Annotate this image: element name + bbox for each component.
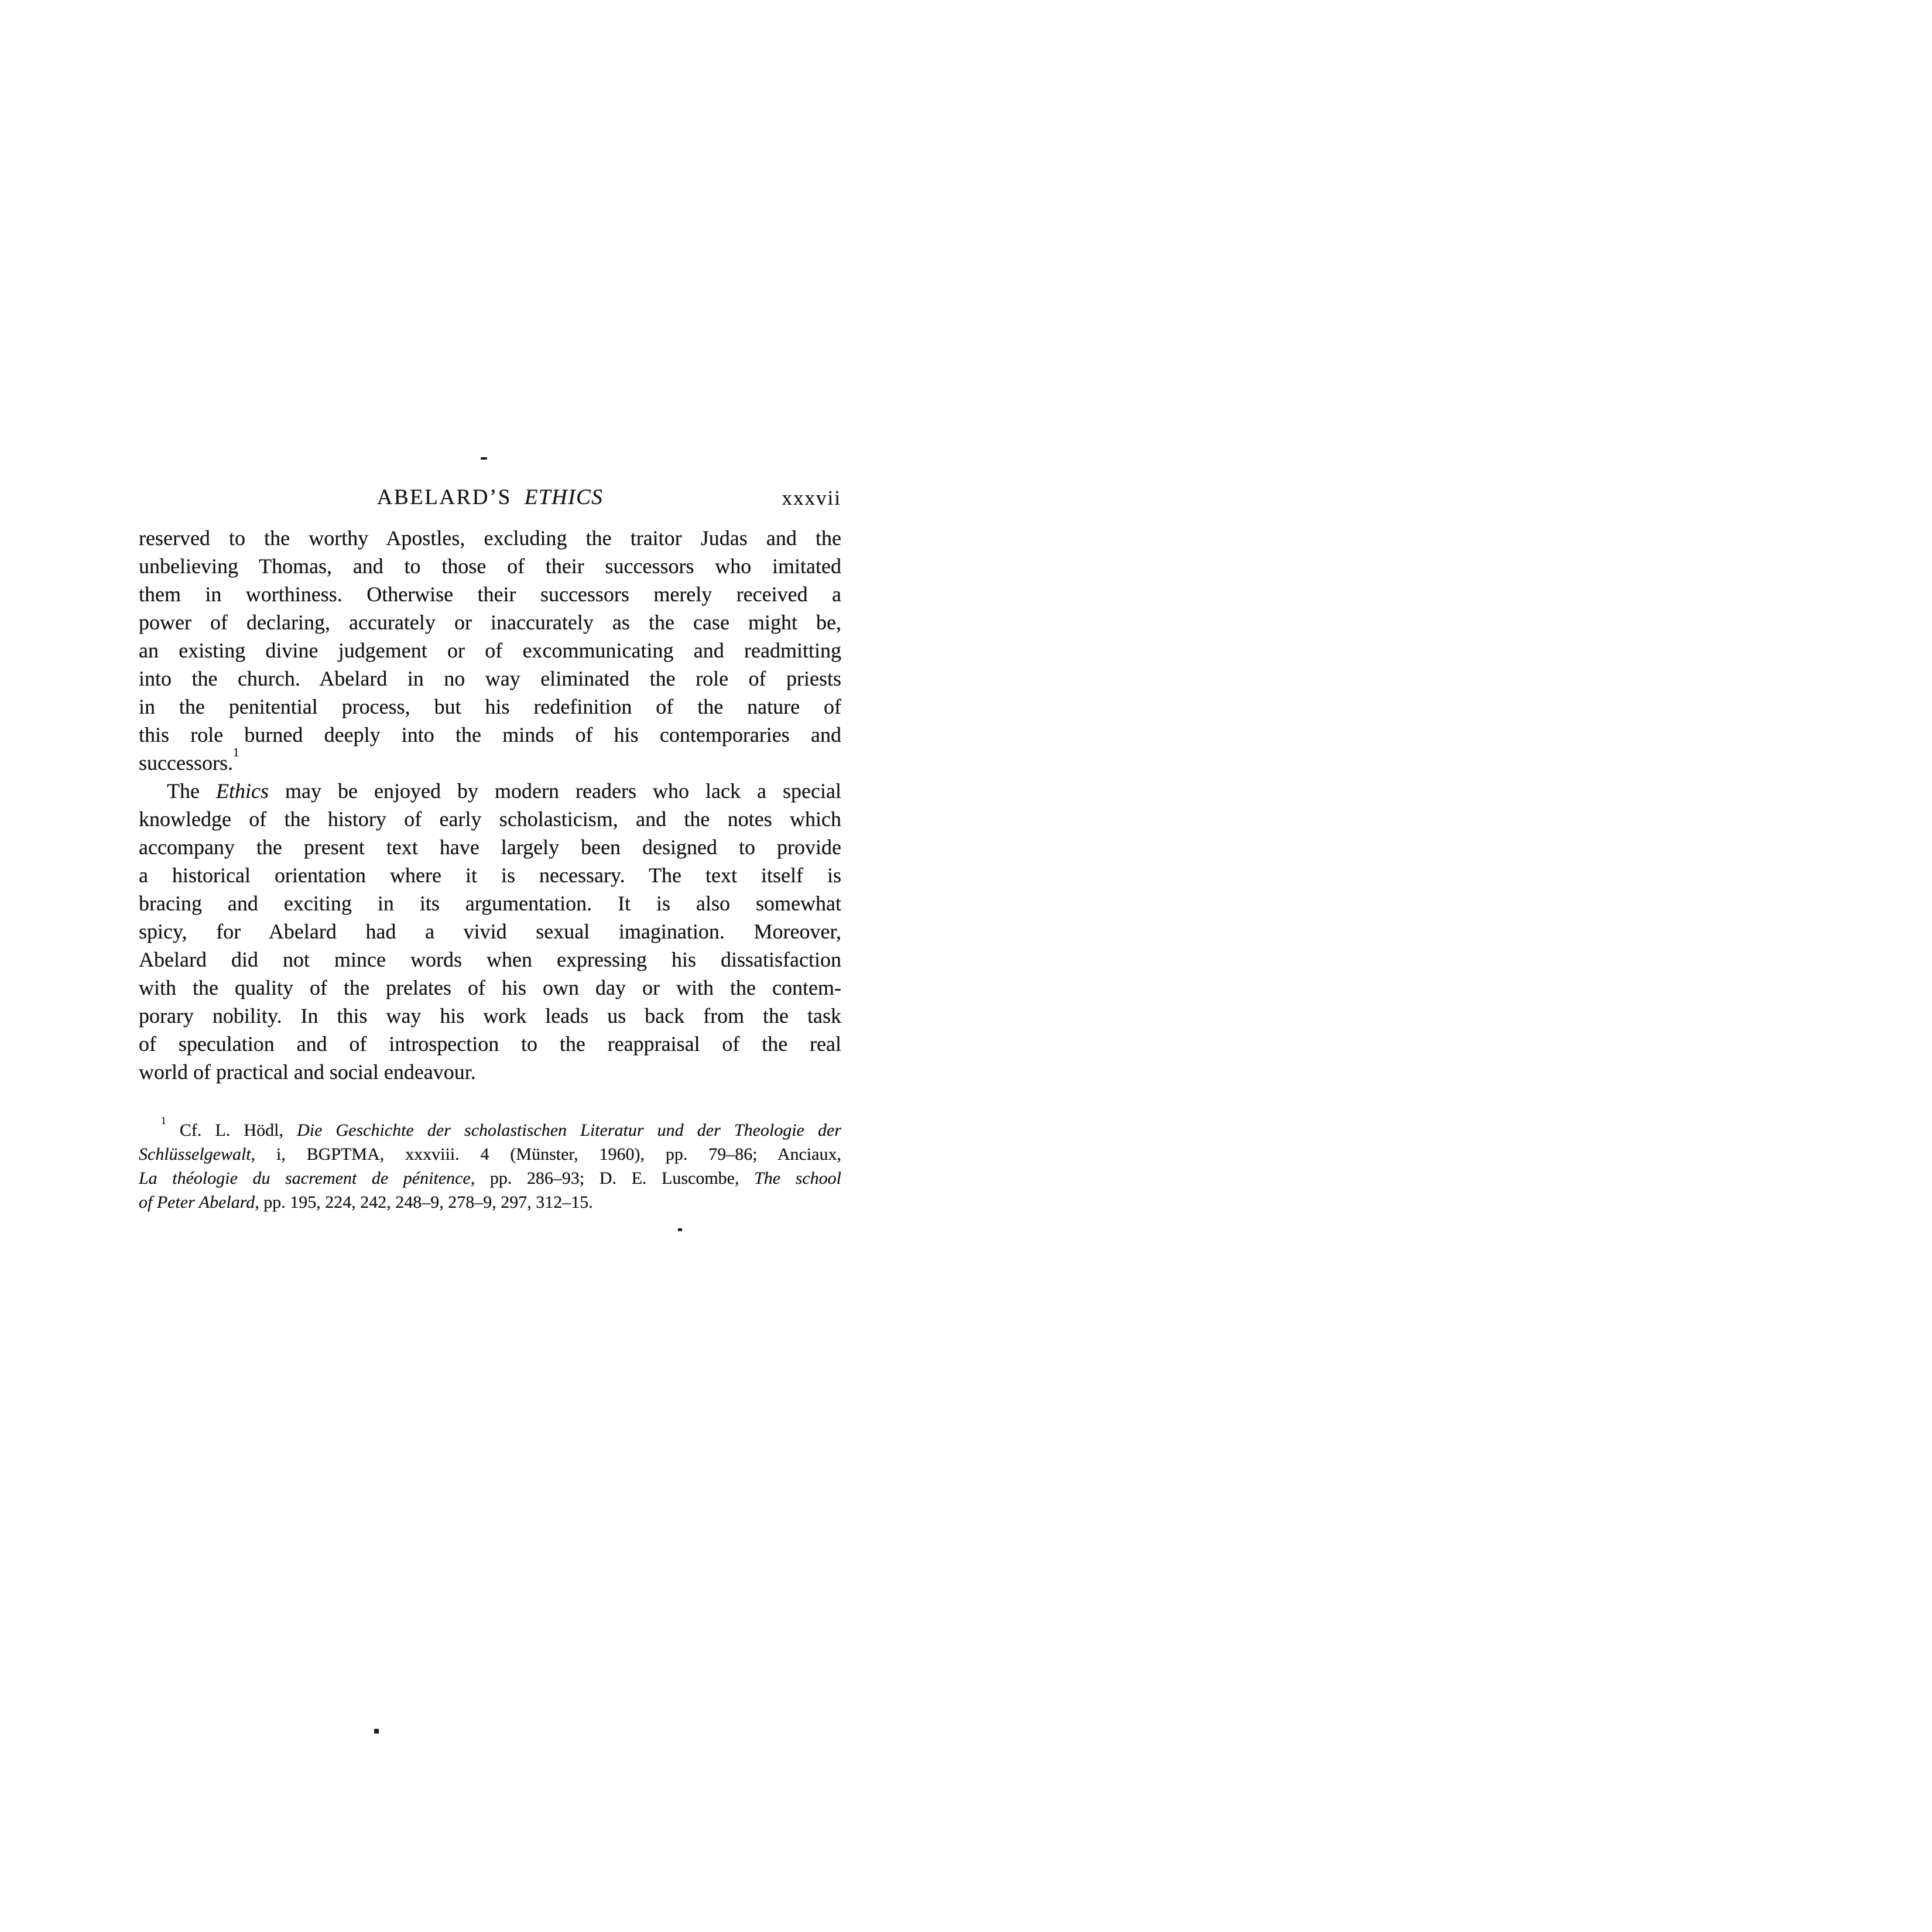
text-line	[139, 889, 841, 917]
text-segment: a historical orientation where it is necessary. The text itself is	[139, 864, 841, 887]
text-segment: , pp. 195, 224, 242, 248–9, 278–9, 297, 312–15.	[255, 1193, 593, 1212]
scan-speck	[481, 457, 487, 460]
text-segment: with the quality of the prelates of his own day or with the contem-	[139, 976, 841, 999]
text-line	[139, 664, 841, 693]
text-line	[139, 861, 841, 889]
text-line	[139, 805, 841, 833]
text-line	[139, 777, 841, 805]
text-line	[139, 1190, 841, 1214]
paragraph-1	[139, 524, 841, 777]
body-text	[139, 524, 841, 1086]
text-segment: , i, BGPTMA, xxxviii. 4 (Münster, 1960), pp. 79–86; Anciaux,	[251, 1145, 841, 1164]
text-segment: The school	[754, 1169, 841, 1188]
footnote-block	[139, 1115, 841, 1214]
text-segment: of Peter Abelard	[139, 1193, 255, 1212]
text-line	[139, 974, 841, 1002]
text-segment: power of declaring, accurately or inaccurately as the case might be,	[139, 611, 841, 634]
text-line	[139, 1142, 841, 1166]
text-segment: bracing and exciting in its argumentation. It is also somewhat	[139, 892, 841, 915]
text-segment: may be enjoyed by modern readers who lack a special	[268, 779, 841, 803]
text-line	[139, 580, 841, 608]
text-segment: Die Geschichte der scholastischen Literatur und der Theologie der	[297, 1121, 841, 1140]
text-segment: Cf. L. Hödl,	[166, 1121, 297, 1140]
text-segment: successors.	[139, 751, 233, 775]
text-segment: an existing divine judgement or of excommunicating and readmitting	[139, 639, 841, 662]
text-segment: reserved to the worthy Apostles, excluding the traitor Judas and the	[139, 526, 841, 550]
text-line	[139, 917, 841, 946]
text-line	[139, 721, 841, 749]
text-segment: spicy, for Abelard had a vivid sexual imagination. Moreover,	[139, 920, 841, 943]
text-column	[139, 484, 841, 1214]
text-segment: into the church. Abelard in no way eliminated the role of priests	[139, 667, 841, 690]
text-segment: porary nobility. In this way his work leads us back from the task	[139, 1004, 841, 1027]
text-segment: this role burned deeply into the minds of his contemporaries and	[139, 723, 841, 746]
text-line	[139, 636, 841, 664]
paragraph-2	[139, 777, 841, 1086]
text-line	[139, 1115, 841, 1142]
text-line	[139, 745, 841, 777]
footnote-marker: 1	[232, 745, 239, 759]
running-head-work-title: ETHICS	[524, 485, 604, 509]
text-segment: Abelard did not mince words when expressing his dissatisfaction	[139, 948, 841, 971]
text-segment: , pp. 286–93; D. E. Luscombe,	[470, 1169, 755, 1188]
footnote-marker: 1	[161, 1115, 166, 1127]
text-segment: world of practical and social endeavour.	[139, 1060, 476, 1084]
text-line	[139, 1002, 841, 1030]
text-line	[139, 1166, 841, 1190]
running-head	[139, 484, 841, 512]
text-line	[139, 1058, 841, 1086]
folio-page-number: xxxvii	[782, 487, 841, 509]
text-segment: unbelieving Thomas, and to those of their successors who imitated	[139, 554, 841, 578]
text-line	[139, 552, 841, 580]
text-segment: Schlüsselgewalt	[139, 1145, 251, 1164]
running-head-author: ABELARD’S	[376, 485, 512, 509]
text-line	[139, 524, 841, 552]
text-segment: The	[167, 779, 216, 803]
text-line	[139, 946, 841, 974]
text-segment: in the penitential process, but his redefinition of the nature of	[139, 695, 841, 718]
running-head-title	[377, 485, 604, 509]
text-segment: Ethics	[216, 779, 269, 803]
text-segment: of speculation and of introspection to the reappraisal of the real	[139, 1032, 841, 1056]
text-line	[139, 608, 841, 636]
text-line	[139, 693, 841, 721]
text-segment: knowledge of the history of early scholasticism, and the notes which	[139, 807, 841, 831]
text-segment: accompany the present text have largely been designed to provide	[139, 835, 841, 859]
scan-speck	[374, 1729, 379, 1734]
text-segment: La théologie du sacrement de pénitence	[139, 1169, 471, 1188]
text-line	[139, 833, 841, 861]
scan-speck	[678, 1228, 682, 1231]
text-line	[139, 1030, 841, 1058]
text-segment: them in worthiness. Otherwise their successors merely received a	[139, 583, 841, 606]
